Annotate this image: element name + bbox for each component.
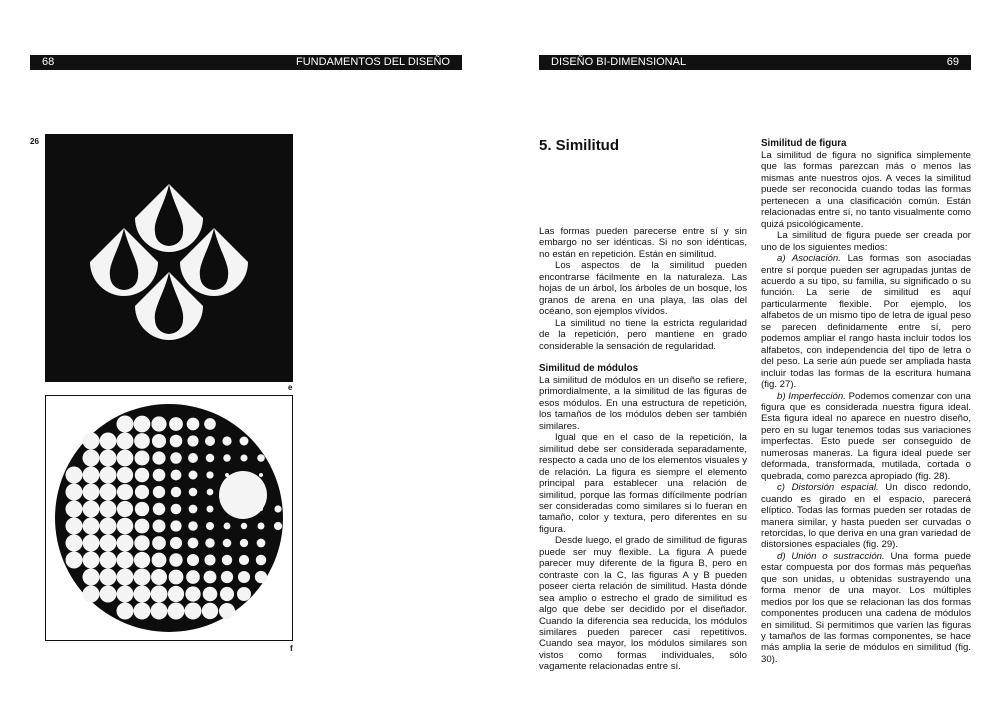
pattern-dot [189, 505, 198, 514]
pattern-dot [83, 569, 100, 586]
pattern-dot [83, 501, 100, 518]
figure-f-label: f [290, 644, 293, 653]
pattern-dot [239, 555, 249, 565]
pattern-dot [134, 433, 150, 449]
pattern-dot [257, 454, 265, 462]
pattern-dot [241, 523, 247, 529]
pattern-dot [256, 555, 267, 566]
pattern-dot [100, 450, 117, 467]
pattern-dot [168, 603, 185, 620]
pattern-dot [188, 538, 199, 549]
pattern-dot [100, 518, 117, 535]
pattern-dot [188, 453, 198, 463]
pattern-dot [135, 519, 150, 534]
chapter-title: 5. Similitud [539, 137, 620, 154]
pattern-dot [117, 467, 133, 483]
pattern-dot [135, 485, 149, 499]
pattern-dot [83, 484, 100, 501]
pattern-dot [187, 435, 198, 446]
pattern-dot [66, 518, 83, 535]
paragraph: Las formas pueden parecerse entre sí y sin embargo no ser idénticas. Si no son idénticas, no están en repetición. Están en similitud. [539, 226, 747, 260]
pattern-dot [134, 569, 151, 586]
pattern-dot [206, 522, 214, 530]
pattern-dot [117, 450, 134, 467]
running-head-left [30, 55, 462, 70]
pattern-dot [153, 469, 166, 482]
pattern-dot [224, 523, 231, 530]
pattern-dot [187, 418, 200, 431]
pattern-dot [117, 586, 134, 603]
pattern-dot [170, 520, 181, 531]
pattern-dot [170, 435, 183, 448]
pattern-dot [169, 417, 183, 431]
pattern-dot [171, 470, 182, 481]
running-head-right-title: DISEÑO BI-DIMENSIONAL [551, 56, 687, 68]
pattern-dot [100, 535, 117, 552]
pattern-dot [117, 569, 134, 586]
paragraph-distorsion [761, 482, 971, 551]
pattern-dot [204, 418, 216, 430]
paragraph-asociacion [761, 253, 971, 390]
pattern-dot [66, 484, 83, 501]
item-text: Un disco redondo, cuando es girado en el espacio, parecerá elíptico. Todas las formas pueden ser rotadas de manera similar, y hasta pueden ser curvadas o retorcidas, lo que deriva en una gran variedad de distorsiones espaciales (fig. 29). [761, 482, 972, 551]
pattern-dot [258, 523, 265, 530]
pattern-dot [221, 571, 233, 583]
item-text: Podemos comenzar con una figura que es considerada nuestra figura ideal. Esta figura ideal no aparece en nuestro diseño, pero en su lugar tenemos todas sus variaciones imperfectas. Esto puede ser conseguido de numerosas maneras. La figura ideal puede ser deformada, transformada, mutilada, cortada o quebrada, como parezca apropiado (fig. 28). [761, 390, 971, 482]
pattern-dot [83, 433, 100, 450]
figure-number: 26 [30, 137, 39, 146]
pattern-dot [100, 586, 117, 603]
pattern-dot [152, 451, 165, 464]
pattern-dot [83, 450, 100, 467]
pattern-dot [187, 554, 199, 566]
pattern-dot [117, 603, 134, 620]
item-label: c) Distorsión espacial. [777, 482, 879, 494]
pattern-dot [240, 437, 249, 446]
paragraph-imperfeccion [761, 391, 971, 483]
pattern-dot [66, 552, 83, 569]
text-column-2 [761, 138, 971, 665]
pattern-dot [152, 553, 167, 568]
paragraph: Desde luego, el grado de similitud de figuras puede ser muy flexible. La figura A puede parecer muy diferente de la figura B, pero en contraste con la C, las figuras A y B pueden poseer cierta relación de similitud. Hasta dónde sea amplio o estrecho el grado de similitud es algo que debe ser decidido por el diseñador. Cuando la diferencia sea reducida, los módulos similares pueden parecer casi repetitivos. Cuando sea mayor, los módulos similares son vistos como formas individuales, sólo vagamente relacionadas entre sí. [539, 535, 747, 673]
paragraph-union [761, 551, 971, 666]
pattern-dot [117, 518, 134, 535]
pattern-dot [171, 487, 181, 497]
pattern-dot [169, 570, 184, 585]
pattern-dot [117, 552, 134, 569]
pattern-dot [134, 416, 151, 433]
pattern-dot [135, 502, 149, 516]
pattern-dot [274, 522, 282, 530]
pattern-dot [151, 603, 168, 620]
page-number-left: 68 [42, 56, 55, 68]
pattern-dot [186, 570, 200, 584]
pattern-dot [83, 518, 100, 535]
pattern-dot [100, 552, 117, 569]
section-heading-modulos: Similitud de módulos [539, 362, 639, 374]
pattern-dot [259, 473, 263, 477]
text-column-1 [539, 226, 747, 673]
pattern-dot [134, 552, 150, 568]
item-text: Una forma puede estar compuesta por dos formas más pequeñas que son unidas, u obtenidas sustrayendo una forma menor de una mayor. Los múltiples medios por los que se relacionan las dos formas componentes producen una cadena de módulos en similitud. Si permitimos que varíen las figuras y tamaños de las formas componentes, se hace más amplia la serie de módulos en similitud (fig. 30). [761, 550, 971, 665]
pattern-dot [223, 539, 232, 548]
pattern-dot [83, 467, 100, 484]
pattern-dot [204, 571, 217, 584]
pattern-dot [153, 486, 165, 498]
pattern-dot [189, 488, 198, 497]
pattern-dot [171, 504, 182, 515]
pattern-dot [202, 603, 218, 619]
pattern-dot [240, 454, 247, 461]
pattern-dot [100, 433, 117, 450]
pattern-dot [240, 539, 248, 547]
pattern-dot [170, 537, 182, 549]
pattern-dot [169, 553, 182, 566]
pattern-dot [203, 587, 218, 602]
pattern-dot [168, 586, 184, 602]
pattern-dot [222, 436, 231, 445]
pattern-light-spot [219, 471, 267, 519]
item-label: d) Unión o sustracción. [777, 550, 885, 562]
pattern-dot [255, 571, 267, 583]
pattern-dot [207, 506, 214, 513]
pattern-dot [206, 471, 213, 478]
pattern-dot [83, 552, 100, 569]
figure-e-label: e [288, 383, 293, 392]
item-label: a) Asociación. [777, 253, 841, 265]
pattern-dot [152, 536, 166, 550]
figure-f-dot-circle [45, 395, 293, 641]
pattern-dot [152, 434, 166, 448]
pattern-dot [66, 501, 83, 518]
pattern-dot [151, 586, 168, 603]
paragraph: La similitud de figura puede ser creada por uno de los siguientes medios: [761, 230, 971, 253]
pattern-dot [117, 535, 134, 552]
paragraph: Igual que en el caso de la repetición, la similitud debe ser considerada separadamente, respecto a cada uno de los elementos visuales y de relación. La figura es siempre el elemento principal para establecer una relación de similitud, porque las formas difícilmente podrían ser consideradas como similares si lo fueran en tamaño, color y textura, pero diferentes en su figura. [539, 432, 747, 535]
pattern-dot [153, 520, 166, 533]
pattern-dot [207, 489, 214, 496]
pattern-dot [185, 586, 200, 601]
pattern-dot [117, 416, 134, 433]
figure-e-teardrops [45, 134, 293, 382]
pattern-dot [222, 555, 232, 565]
item-text: Las formas son asociadas entre sí porque pueden ser agrupadas juntas de acuerdo a su tipo, su familia, su significado o su función. La serie de similitud es aquí particularmente flexible. Por ejemplo, los alfabetos de un mismo tipo de letra de igual peso se parecen definidamente entre sí, pero podemos ampliar el rango hasta incluir todos los alfabetos, con independencia del tipo de letra o del peso. La serie aún puede ser ampliada hasta incluir todas las formas de la escritura humana (fig. 27). [761, 253, 971, 391]
pattern-dot [151, 416, 166, 431]
pattern-dot [117, 484, 133, 500]
pattern-dot [66, 535, 83, 552]
pattern-dot [206, 454, 215, 463]
running-head-left-title: FUNDAMENTOS DEL DISEÑO [295, 56, 450, 68]
pattern-dot [205, 436, 215, 446]
item-label: b) Imperfección. [777, 390, 846, 402]
pattern-dot [134, 586, 151, 603]
pattern-dot [257, 539, 266, 548]
paragraph: La similitud de módulos en un diseño se refiere, primordialmente, a la similitud de las figuras de esos módulos. En una estructura de repetición, los tamaños de los módulos deben ser también similares. [539, 374, 747, 432]
pattern-dot [220, 587, 234, 601]
pattern-dot [188, 521, 198, 531]
pattern-dot [219, 603, 235, 619]
pattern-dot [135, 451, 150, 466]
pattern-dot [237, 587, 251, 601]
pattern-dot [134, 535, 149, 550]
pattern-dot [274, 505, 281, 512]
pattern-dot [151, 569, 167, 585]
pattern-dot [223, 454, 230, 461]
pattern-dot [170, 452, 182, 464]
pattern-dot [134, 603, 151, 620]
pattern-dot [100, 569, 117, 586]
pattern-dot [135, 468, 149, 482]
paragraph: La similitud de figura no significa simplemente que las formas parezcan más o menos las mismas ante nuestros ojos. A veces la similitud puede ser reconocida cuando todas las formas pertenecen a una clasificación común. Están relacionadas entre sí, no tanto visualmente como quizá psicológicamente. [761, 150, 971, 230]
pattern-dot [100, 484, 117, 501]
pattern-dot [100, 467, 117, 484]
paragraph: Los aspectos de la similitud pueden encontrarse fácilmente en la naturaleza. Las hojas de un árbol, los árboles de un bosque, los granos de arena en una playa, las olas del océano, son ejemplos vívidos. [539, 260, 747, 318]
pattern-dot [238, 571, 250, 583]
pattern-dot [100, 501, 117, 518]
pattern-dot [83, 535, 100, 552]
pattern-dot [117, 501, 133, 517]
pattern-dot [117, 433, 134, 450]
page-number-right: 69 [946, 56, 959, 68]
paragraph: La similitud no tiene la estricta regularidad de la repetición, pero mantiene en grado considerable la sensación de regularidad. [539, 317, 747, 352]
pattern-dot [83, 586, 100, 603]
pattern-dot [204, 554, 215, 565]
pattern-dot [205, 538, 214, 547]
pattern-dot [153, 503, 165, 515]
pattern-dot [185, 603, 202, 620]
pattern-dot [189, 471, 198, 480]
section-heading-figura: Similitud de figura [761, 138, 847, 149]
running-head-right [539, 55, 971, 70]
pattern-dot [66, 467, 83, 484]
